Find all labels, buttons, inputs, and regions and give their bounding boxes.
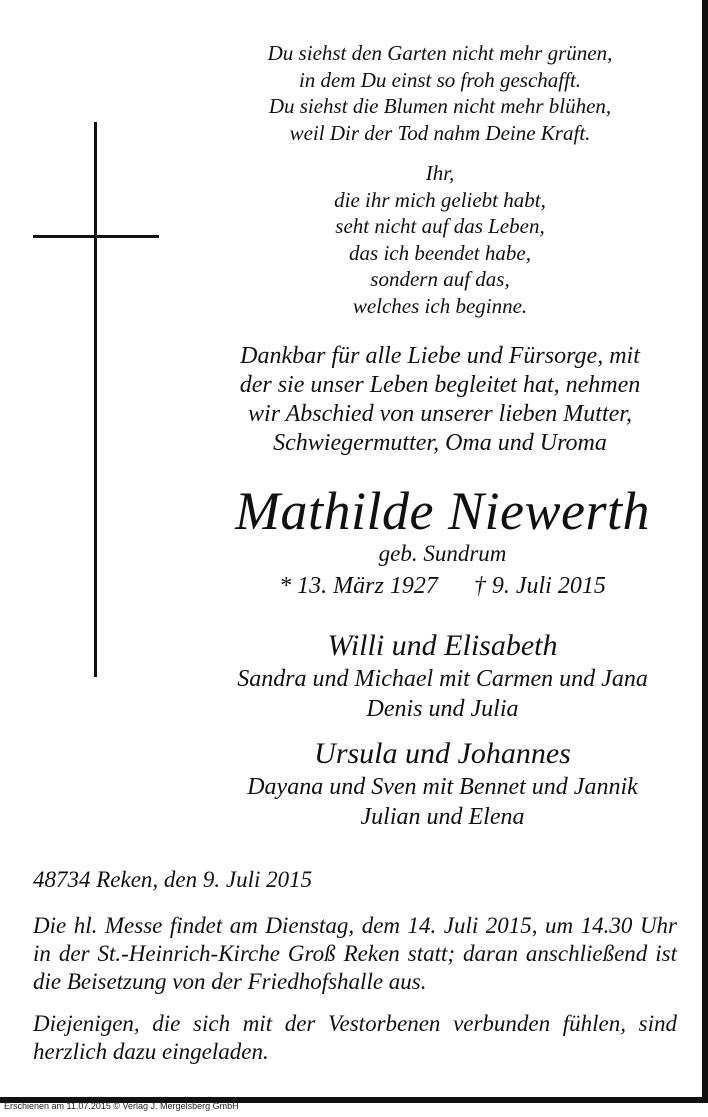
family-head: Willi und Elisabeth: [327, 629, 558, 662]
intro-line: der sie unser Leben begleitet hat, nehmen: [239, 372, 641, 398]
publication-footer: Erschienen am 11.07.2015 © Verlag J. Mergelsberg GmbH: [4, 1101, 239, 1111]
poem-line: Du siehst den Garten nicht mehr grünen,: [267, 41, 613, 65]
family-line: Dayana und Sven mit Bennet und Jannik: [247, 774, 638, 800]
poem-line: welches ich beginne.: [352, 293, 528, 318]
intro-line: wir Abschied von unserer lieben Mutter,: [248, 401, 632, 427]
birth-date: * 13. März 1927: [279, 573, 438, 599]
invitation-text: Diejenigen, die sich mit der Vestorbenen verbunden fühlen, sind herzlich dazu eingeladen.: [33, 1011, 677, 1064]
poem-line: seht nicht auf das Leben,: [335, 214, 545, 238]
death-date: † 9. Juli 2015: [473, 573, 606, 599]
intro-line: Schwiegermutter, Oma und Uroma: [273, 430, 607, 456]
cross-horizontal-bar: [33, 235, 159, 238]
poem-line: Du siehst die Blumen nicht mehr blühen,: [268, 94, 612, 118]
family-line: Denis und Julia: [366, 696, 519, 722]
intro-line: Dankbar für alle Liebe und Fürsorge, mit: [240, 343, 640, 369]
poem-line: weil Dir der Tod nahm Deine Kraft.: [289, 120, 591, 145]
poem-line: das ich beendet habe,: [349, 240, 531, 265]
life-dates: [175, 571, 708, 601]
poem-stanza-1: [200, 40, 680, 146]
family-line: Julian und Elena: [360, 804, 525, 830]
family-group: [175, 628, 708, 724]
poem-line: in dem Du einst so froh geschafft.: [298, 67, 582, 92]
family-line: Sandra und Michael mit Carmen und Jana: [237, 666, 648, 692]
mass-info: Die hl. Messe findet am Dienstag, dem 14. Juli 2015, um 14.30 Uhr in der St.-Heinrich-Kirche Groß Reken statt; daran anschließend ist die Beisetzung von der Friedhofshalle aus.: [33, 913, 677, 994]
family-head: Ursula und Johannes: [314, 737, 571, 770]
poem-line: die ihr mich geliebt habt,: [334, 187, 546, 212]
poem-line: sondern auf das,: [370, 267, 510, 291]
poem-stanza-2: [200, 160, 680, 319]
deceased-name: Mathilde Niewerth: [235, 481, 650, 541]
family-group: [175, 736, 708, 832]
birth-name: geb. Sundrum: [378, 541, 507, 566]
poem-line: Ihr,: [425, 161, 455, 185]
place-date: 48734 Reken, den 9. Juli 2015: [33, 867, 313, 892]
cross-vertical-bar: [94, 122, 97, 677]
intro-text: [175, 342, 705, 458]
